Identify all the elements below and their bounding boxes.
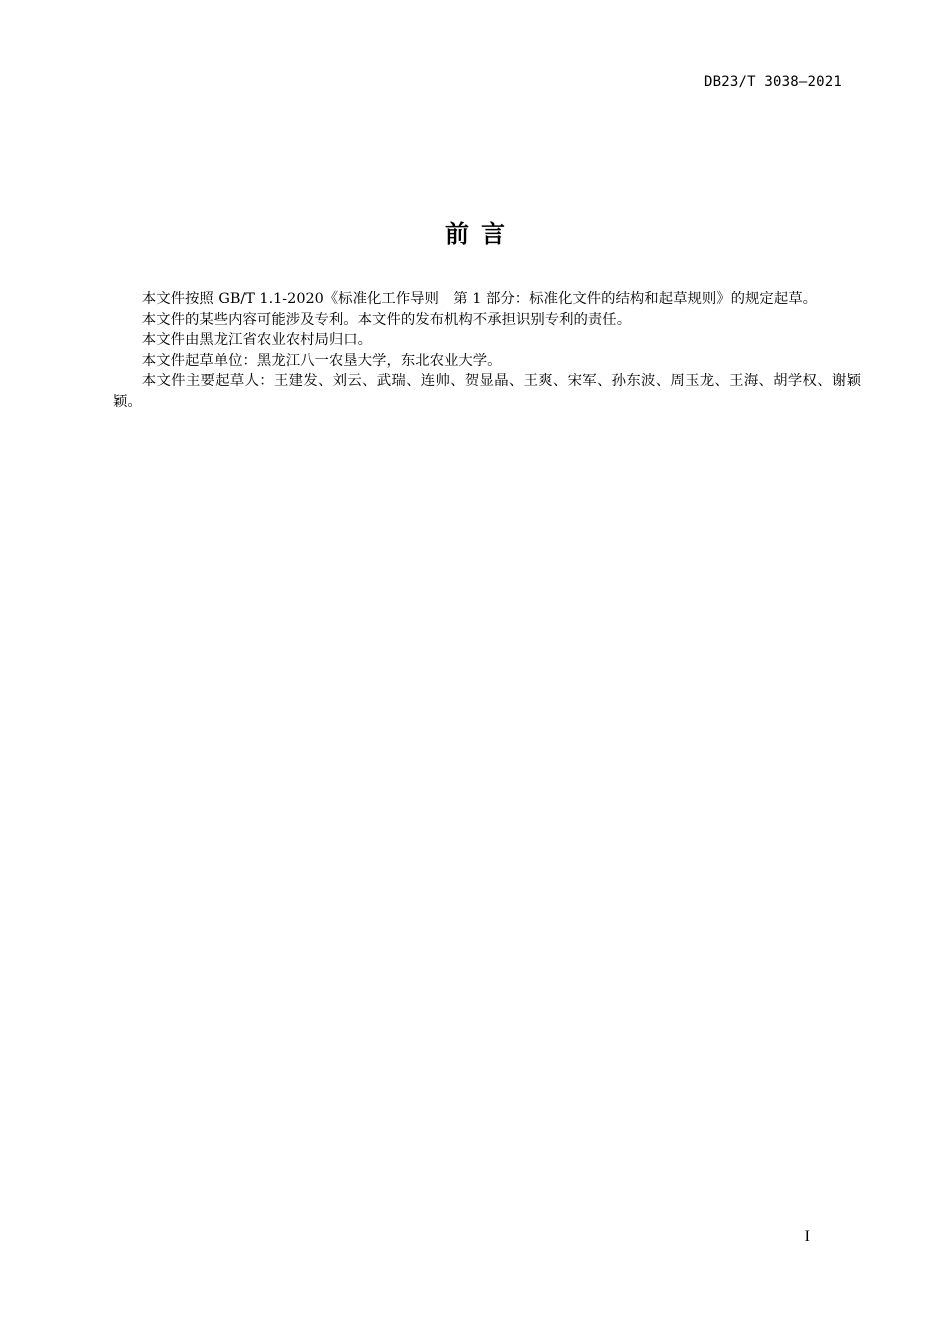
document-code: DB23/T 3038—2021 [703, 74, 842, 90]
page-title: 前言 [445, 220, 517, 248]
paragraph-patent-notice: 本文件的某些内容可能涉及专利。本文件的发布机构不承担识别专利的责任。 [141, 311, 632, 328]
foreword-body [113, 289, 861, 413]
page-number: I [804, 1228, 810, 1245]
paragraph-drafting-units: 本文件起草单位：黑龙江八一农垦大学，东北农业大学。 [141, 352, 502, 369]
paragraph-drafters: 本文件主要起草人：王建发、刘云、武瑞、连帅、贺显晶、王爽、宋军、孙东波、周玉龙、王海、胡学权、谢颖颖。 [113, 373, 861, 410]
paragraph-drafting-rules: 本文件按照 GB/T 1.1-2020《标准化工作导则 第 1 部分：标准化文件的结构和起草规则》的规定起草。 [141, 291, 817, 307]
paragraph-responsible-authority: 本文件由黑龙江省农业农村局归口。 [141, 332, 373, 349]
